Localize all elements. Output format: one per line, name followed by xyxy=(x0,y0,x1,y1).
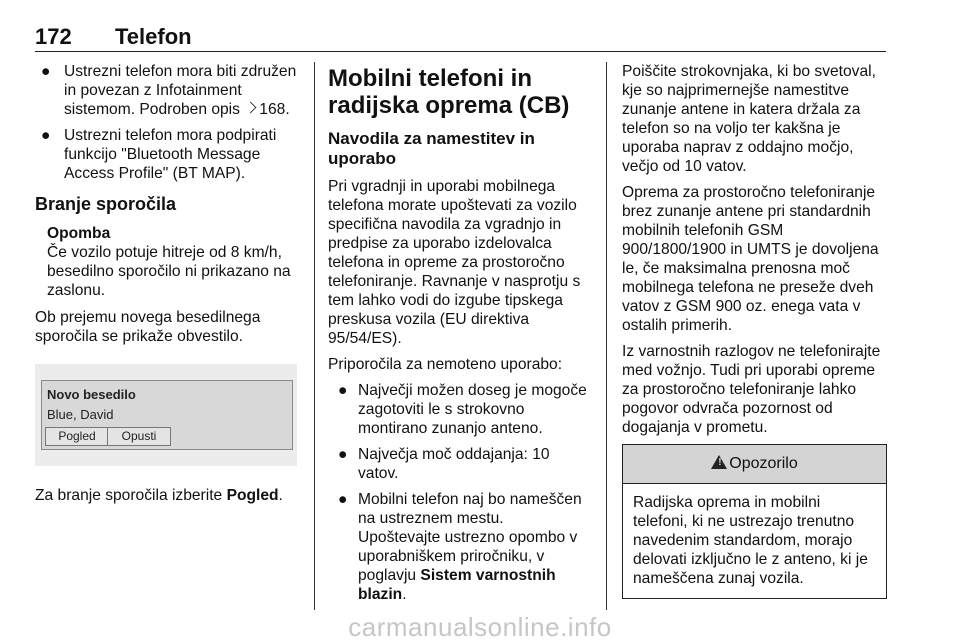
warning-title: Opozorilo xyxy=(729,455,798,472)
section-heading: Branje sporočila xyxy=(35,194,177,214)
cross-reference-page[interactable]: 168. xyxy=(259,101,290,118)
page-header xyxy=(35,24,885,52)
watermark: carmanualsonline.info xyxy=(348,612,612,642)
bullet-icon: ● xyxy=(41,127,51,144)
header-rule xyxy=(35,51,886,52)
notification-sender: Blue, David xyxy=(47,407,114,422)
list-item: ● Ustrezni telefon mora biti združen in povezan z Infotainment sistemom. Podroben opis 168. xyxy=(41,63,297,118)
warning-body xyxy=(623,484,886,598)
paragraph: Poiščite strokovnjaka, ki bo svetoval, kje so najprimernejše namestitve zunanje antene in katera držala za telefon so na voljo ter kakšna je uporaba naprav z oddajno močjo, večjo od 10 vatov. xyxy=(622,63,876,175)
bullet-icon: ● xyxy=(41,63,51,80)
warning-triangle-icon: ! xyxy=(711,455,727,469)
warning-header xyxy=(623,445,886,484)
message-notification xyxy=(41,380,293,450)
list-item: ● Mobilni telefon naj bo nameščen na ustreznem mestu. Upoštevajte ustrezno opombo v uporabniškem priročniku, v poglavju Sistem varnostnih blazin. xyxy=(338,491,582,603)
chapter-reference: Sistem varnostnih blazin xyxy=(358,567,556,603)
recommendations-list xyxy=(328,381,590,604)
paragraph: Za branje sporočila izberite Pogled. xyxy=(35,487,283,504)
warning-text: Radijska oprema in mobilni telefoni, ki ne ustrezajo trenutno navedenim standardom, morajo delovati izključno le z anteno, ki je nameščena zunaj vozila. xyxy=(633,494,868,587)
dismiss-button[interactable]: Opusti xyxy=(107,427,171,446)
requirements-list xyxy=(35,62,305,183)
column-divider-2 xyxy=(606,62,607,610)
column-3 xyxy=(622,62,887,599)
list-item: ● Največji možen doseg je mogoče zagotoviti le s strokovno montirano zunanjo anteno. xyxy=(338,382,587,437)
paragraph: Priporočila za nemoteno uporabo: xyxy=(328,356,563,373)
column-2 xyxy=(328,62,590,611)
bullet-icon: ● xyxy=(338,491,348,508)
paragraph: Iz varnostnih razlogov ne telefonirajte med vožnjo. Tudi pri uporabi opreme za prostoročno telefoniranje lahko pogovor odvrača pozornost od dogajanja v prometu. xyxy=(622,343,881,436)
page-number: 172 xyxy=(35,24,72,49)
list-item: ● Ustrezni telefon mora podpirati funkcijo "Bluetooth Message Access Profile" (BT MAP). xyxy=(41,127,277,182)
warning-box xyxy=(622,444,887,599)
view-button[interactable]: Pogled xyxy=(45,427,109,446)
bullet-icon: ● xyxy=(338,446,348,463)
section-heading: Mobilni telefoni in radijska oprema (CB) xyxy=(328,65,570,119)
note-box xyxy=(35,224,305,300)
column-divider-1 xyxy=(314,62,315,610)
cross-reference-arrow-icon xyxy=(245,102,257,114)
paragraph: Oprema za prostoročno telefoniranje brez zunanje antene pri standardnih mobilnih telefonih GSM 900/1800/1900 in UMTS je dovoljena le, če maksimalna prenosna moč mobilnega telefona ne preseže dveh vatov z GSM 900 oz. enega vata v ostalih primerih. xyxy=(622,184,879,334)
list-item: ● Največja moč oddajanja: 10 vatov. xyxy=(338,446,550,482)
column-1 xyxy=(35,62,305,512)
paragraph: Ob prejemu novega besedilnega sporočila se prikaže obvestilo. xyxy=(35,309,261,345)
bullet-icon: ● xyxy=(338,382,348,399)
note-title: Opomba xyxy=(47,225,111,242)
notification-title: Novo besedilo xyxy=(47,387,136,402)
subsection-heading: Navodila za namestitev in uporabo xyxy=(328,129,535,168)
paragraph: Pri vgradnji in uporabi mobilnega telefona morate upoštevati za vozilo specifična navodila za vgradnjo in predpise za uporabo izdelovalca telefona in opreme za prostoročno telefoniranje. Ravnanje v nasprotju s tem lahko vodi do izgube tipskega preskusa vozila (EU direktiva 95/54/ES). xyxy=(328,178,581,347)
message-screen-illustration xyxy=(35,364,297,466)
page-title: Telefon xyxy=(115,24,192,49)
note-text: Če vozilo potuje hitreje od 8 km/h, besedilno sporočilo ni prikazano na zaslonu. xyxy=(47,244,291,299)
